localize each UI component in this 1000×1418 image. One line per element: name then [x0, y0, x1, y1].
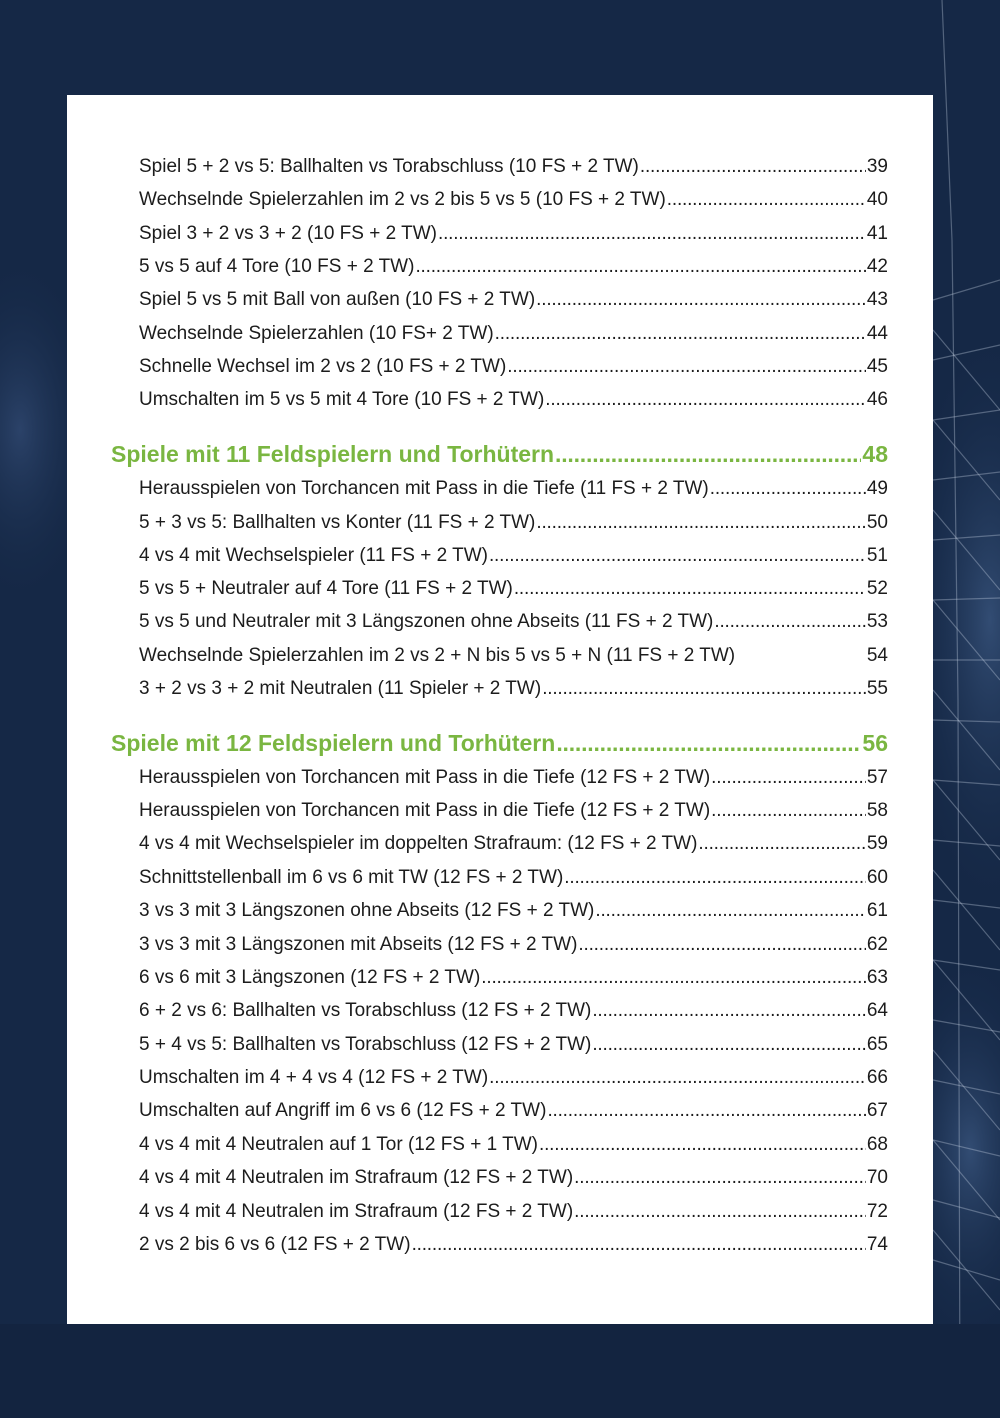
dot-leader [711, 798, 866, 824]
toc-entry[interactable] [139, 865, 888, 891]
dot-leader [698, 831, 865, 857]
section-title: Spiele mit 11 Feldspielern und Torhütern [111, 441, 555, 467]
toc-entry-title: Schnittstellenball im 6 vs 6 mit TW (12 FS + 2 TW) [139, 867, 564, 888]
dot-leader [489, 543, 866, 569]
toc-entry-title: 5 vs 5 auf 4 Tore (10 FS + 2 TW) [139, 256, 415, 277]
section-page: 48 [862, 441, 888, 467]
toc-entry-title: 5 + 4 vs 5: Ballhalten vs Torabschluss (12 FS + 2 TW) [139, 1034, 592, 1055]
toc-entry[interactable] [139, 932, 888, 958]
toc-entry[interactable] [139, 510, 888, 536]
toc-entry-title: 6 + 2 vs 6: Ballhalten vs Torabschluss (12 FS + 2 TW) [139, 1000, 592, 1021]
toc-entry-title: Umschalten im 4 + 4 vs 4 (12 FS + 2 TW) [139, 1067, 489, 1088]
dot-leader [556, 727, 861, 759]
toc-entry-page: 67 [866, 1100, 888, 1121]
toc-entry-page: 70 [866, 1167, 888, 1188]
toc-entry[interactable] [139, 1098, 888, 1124]
toc-entry[interactable] [139, 1165, 888, 1191]
toc-entry-page: 39 [866, 156, 888, 177]
toc-entry-page: 40 [866, 189, 888, 210]
dot-leader [514, 576, 866, 602]
toc-entry[interactable] [139, 898, 888, 924]
toc-entry-page: 43 [866, 289, 888, 310]
toc-page [67, 95, 933, 1324]
dot-leader [595, 898, 865, 924]
toc-entry-title: Umschalten im 5 vs 5 mit 4 Tore (10 FS + 2 TW) [139, 389, 545, 410]
dot-leader [539, 1132, 866, 1158]
toc-entry-page: 62 [866, 934, 888, 955]
toc-entry-page: 57 [866, 767, 888, 788]
toc-entry-title: Umschalten auf Angriff im 6 vs 6 (12 FS + 2 TW) [139, 1100, 547, 1121]
toc-entry-title: 4 vs 4 mit 4 Neutralen auf 1 Tor (12 FS + 1 TW) [139, 1134, 538, 1155]
toc-entry[interactable] [139, 965, 888, 991]
toc-entry-title: 5 + 3 vs 5: Ballhalten vs Konter (11 FS + 2 TW) [139, 512, 536, 533]
toc-entry[interactable] [139, 576, 888, 602]
toc-entry[interactable] [139, 609, 888, 635]
toc-entry-page: 68 [866, 1134, 888, 1155]
toc-entry[interactable] [139, 187, 888, 213]
toc-entry[interactable] [139, 765, 888, 791]
toc-entry-page: 59 [866, 833, 888, 854]
toc-entry-title: Wechselnde Spielerzahlen im 2 vs 2 + N bis 5 vs 5 + N (11 FS + 2 TW) [139, 645, 736, 666]
toc-entry[interactable] [139, 1132, 888, 1158]
toc-entry-page: 50 [866, 512, 888, 533]
toc-entry-title: Wechselnde Spielerzahlen im 2 vs 2 bis 5 vs 5 (10 FS + 2 TW) [139, 189, 666, 210]
toc-entry[interactable] [139, 1232, 888, 1258]
toc-entry-page: 51 [866, 545, 888, 566]
toc-entry[interactable] [139, 831, 888, 857]
toc-entry-page: 54 [866, 645, 888, 666]
toc-entry-page: 46 [866, 389, 888, 410]
dot-leader [555, 438, 861, 470]
toc-entry-title: 6 vs 6 mit 3 Längszonen (12 FS + 2 TW) [139, 967, 481, 988]
toc-entry[interactable] [139, 1199, 888, 1225]
toc-entry-title: 3 vs 3 mit 3 Längszonen mit Abseits (12 FS + 2 TW) [139, 934, 578, 955]
toc-entry-page: 60 [866, 867, 888, 888]
toc-entry[interactable] [139, 476, 888, 502]
table-of-contents [67, 95, 933, 1324]
toc-entry-title: 4 vs 4 mit 4 Neutralen im Strafraum (12 FS + 2 TW) [139, 1167, 574, 1188]
toc-entry-page: 63 [866, 967, 888, 988]
dot-leader [415, 254, 865, 280]
toc-entry-title: Herausspielen von Torchancen mit Pass in die Tiefe (12 FS + 2 TW) [139, 800, 711, 821]
toc-entry-title: Spiel 3 + 2 vs 3 + 2 (10 FS + 2 TW) [139, 223, 437, 244]
toc-entry-page: 55 [866, 678, 888, 699]
dot-leader [714, 609, 866, 635]
toc-entry-page: 49 [866, 478, 888, 499]
dot-leader [545, 387, 866, 413]
toc-entry-title: 3 vs 3 mit 3 Längszonen ohne Abseits (12 FS + 2 TW) [139, 900, 595, 921]
toc-entry[interactable] [139, 643, 888, 669]
toc-entry[interactable] [139, 1032, 888, 1058]
section-title: Spiele mit 12 Feldspielern und Torhütern [111, 730, 556, 756]
dot-leader [507, 354, 866, 380]
toc-entry-page: 72 [866, 1201, 888, 1222]
toc-entry-page: 61 [866, 900, 888, 921]
dot-leader [574, 1199, 866, 1225]
toc-section-heading[interactable] [111, 438, 888, 470]
toc-entry-page: 44 [866, 323, 888, 344]
dot-leader [547, 1098, 865, 1124]
dot-leader [578, 932, 865, 958]
dot-leader [536, 287, 866, 313]
dot-leader [536, 510, 865, 536]
toc-entry[interactable] [139, 387, 888, 413]
toc-entry[interactable] [139, 798, 888, 824]
dot-leader [711, 765, 866, 791]
toc-entry-title: Herausspielen von Torchancen mit Pass in die Tiefe (12 FS + 2 TW) [139, 767, 711, 788]
toc-entry[interactable] [139, 154, 888, 180]
dot-leader [542, 676, 866, 702]
dot-leader [667, 187, 866, 213]
toc-entry-title: 5 vs 5 + Neutraler auf 4 Tore (11 FS + 2 TW) [139, 578, 513, 599]
toc-entry[interactable] [139, 998, 888, 1024]
toc-entry-title: 4 vs 4 mit Wechselspieler (11 FS + 2 TW) [139, 545, 488, 566]
toc-entry[interactable] [139, 354, 888, 380]
toc-entry[interactable] [139, 321, 888, 347]
dot-leader [438, 221, 866, 247]
toc-entry-page: 64 [866, 1000, 888, 1021]
toc-entry[interactable] [139, 287, 888, 313]
toc-entry-page: 58 [866, 800, 888, 821]
toc-entry-title: 2 vs 2 bis 6 vs 6 (12 FS + 2 TW) [139, 1234, 411, 1255]
toc-entry-page: 42 [866, 256, 888, 277]
toc-entry-page: 65 [866, 1034, 888, 1055]
toc-entry-title: Schnelle Wechsel im 2 vs 2 (10 FS + 2 TW) [139, 356, 507, 377]
dot-leader [592, 998, 866, 1024]
dot-leader [489, 1065, 866, 1091]
toc-entry-page: 41 [866, 223, 888, 244]
toc-entry-title: Spiel 5 + 2 vs 5: Ballhalten vs Torabschluss (10 FS + 2 TW) [139, 156, 639, 177]
dot-leader [495, 321, 866, 347]
toc-entry-page: 52 [866, 578, 888, 599]
toc-entry-title: 5 vs 5 und Neutraler mit 3 Längszonen ohne Abseits (11 FS + 2 TW) [139, 611, 714, 632]
dot-leader [592, 1032, 866, 1058]
toc-entry-title: 4 vs 4 mit 4 Neutralen im Strafraum (12 FS + 2 TW) [139, 1201, 574, 1222]
toc-entry-title: Herausspielen von Torchancen mit Pass in die Tiefe (11 FS + 2 TW) [139, 478, 709, 499]
dot-leader [574, 1165, 866, 1191]
dot-leader [412, 1232, 866, 1258]
toc-entry-title: Wechselnde Spielerzahlen (10 FS+ 2 TW) [139, 323, 494, 344]
toc-entry-title: 3 + 2 vs 3 + 2 mit Neutralen (11 Spieler + 2 TW) [139, 678, 542, 699]
toc-entry[interactable] [139, 254, 888, 280]
toc-entry-page: 66 [866, 1067, 888, 1088]
section-page: 56 [862, 730, 888, 756]
toc-entry[interactable] [139, 1065, 888, 1091]
toc-entry[interactable] [139, 543, 888, 569]
toc-entry[interactable] [139, 221, 888, 247]
dot-leader [710, 476, 866, 502]
toc-section-heading[interactable] [111, 727, 888, 759]
toc-entry-title: 4 vs 4 mit Wechselspieler im doppelten Strafraum: (12 FS + 2 TW) [139, 833, 698, 854]
dot-leader [564, 865, 866, 891]
dot-leader [640, 154, 866, 180]
toc-entry[interactable] [139, 676, 888, 702]
toc-entry-page: 53 [866, 611, 888, 632]
toc-entry-page: 74 [866, 1234, 888, 1255]
dot-leader [481, 965, 866, 991]
toc-entry-title: Spiel 5 vs 5 mit Ball von außen (10 FS + 2 TW) [139, 289, 536, 310]
toc-entry-page: 45 [866, 356, 888, 377]
